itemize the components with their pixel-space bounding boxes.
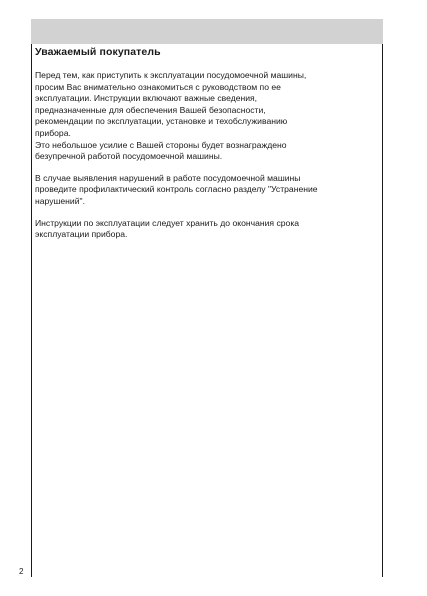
page-number: 2	[19, 567, 24, 576]
troubleshooting-paragraph: В случае выявления нарушений в работе посудомоечной машины проведите профилактический контроль согласно разделу "Устранение нарушений".	[35, 172, 318, 206]
right-margin-rule	[382, 44, 383, 577]
left-margin-rule	[31, 44, 32, 577]
page-content	[35, 45, 380, 241]
intro-paragraph: Перед тем, как приступить к эксплуатации посудомоечной машины, просим Вас внимательно ознакомиться с руководством по ее эксплуатации. Инструкции включают важные сведения, предназначенные для обеспечения Вашей безопасности, рекомендации по эксплуатации, установке и техобслуживанию прибора. Это небольшое усилие с Вашей стороны будет вознаграждено безупречной работой посудомоечной машины.	[35, 70, 307, 162]
page-title: Уважаемый покупатель	[35, 46, 161, 58]
header-band	[31, 19, 383, 44]
storage-paragraph: Инструкции по эксплуатации следует хранить до окончания срока эксплуатации прибора.	[35, 217, 300, 240]
